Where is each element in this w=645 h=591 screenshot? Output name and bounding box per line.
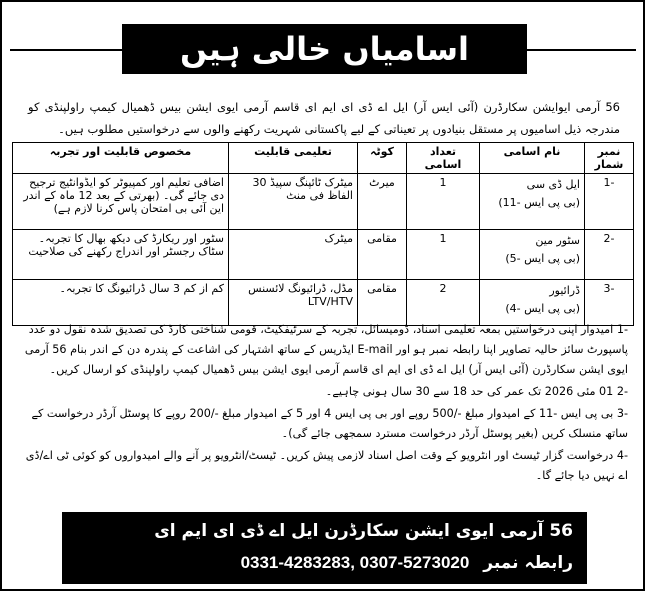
row-sr: -3 xyxy=(585,280,634,326)
footer-contact-band xyxy=(62,512,587,584)
header-sr: نمبر شمار xyxy=(585,143,634,174)
post-title: ڈرائیور xyxy=(549,284,580,297)
posts-table xyxy=(12,142,634,326)
footer-unit-name: 56 آرمی ایوی ایشن سکارڈرن ایل اے ڈی ای ایم ای xyxy=(154,521,573,541)
instruction-item: -1 امیدوار اپنی درخواستیں بمعہ تعلیمی اسناد، ڈومیسائل، تجربہ کے سرٹیفکیٹ، قومی شناختی کارڈ کی تصدیق شدہ نقول دو عدد پاسپورٹ سائز حالیہ تصاویر اپنا رابطہ نمبر ہو اور E-mail ایڈریس کے ساتھ اشتہار کی اشاعت کے پندرہ دن کے اندر بنام 56 آرمی ایوی ایشن سکارڈرن (آئی ایس آر) ایل اے ڈی ای ایم ای قاسم آرمی ایوی ایشن بیس ڈھمیال کیمپ راولپنڈی کو ارسال کریں۔ xyxy=(24,323,628,376)
post-title: ایل ڈی سی xyxy=(526,178,580,191)
row-education: میٹرک xyxy=(229,230,358,280)
table-row xyxy=(13,280,634,326)
post-scale: (بی پی ایس -5) xyxy=(505,252,580,265)
instruction-item: -4 درخواست گزار ٹیسٹ اور انٹرویو کے وقت اصل اسناد لازمی پیش کریں۔ ٹیسٹ/انٹرویو پر آنے والے امیدواروں کو کوئی ٹی اے/ڈی اے نہیں دیا جائے گا۔ xyxy=(25,449,628,482)
table-header-row xyxy=(13,143,634,174)
row-quota: میرٹ xyxy=(358,174,407,230)
row-education: مڈل، ڈرائیونگ لائسنس LTV/HTV xyxy=(229,280,358,326)
intro-paragraph: 56 آرمی ایوایشن سکارڈرن (آئی ایس آر) ایل اے ڈی ای ایم ای قاسم آرمی ایوی ایشن بیس ڈھمیال کیمپ راولپنڈی کو مندرجہ ذیل اسامیوں پر مستقل بنیادوں پر تعیناتی کے لیے پاکستانی شہریت رکھنے والوں سے درخواستیں مطلوب ہیں۔ xyxy=(28,100,620,136)
row-sr: -1 xyxy=(585,174,634,230)
row-experience: سٹور اور ریکارڈ کی دیکھ بھال کا تجربہ۔ سٹاک رجسٹر اور اندراج رکھنے کی صلاحیت xyxy=(13,230,229,280)
table-row xyxy=(13,174,634,230)
instruction-item: -3 بی پی ایس -11 کے امیدوار مبلغ -/500 روپے اور بی پی ایس 4 اور 5 کے امیدوار مبلغ -/200 روپے کا پوسٹل آرڈر درخواست کے ساتھ منسلک کریں (بغیر پوسٹل آرڈر درخواست مسترد سمجھی جائے گی)۔ xyxy=(31,407,628,440)
contact-label: رابطہ نمبر xyxy=(483,553,573,573)
row-education: میٹرک ٹائپنگ سپیڈ 30 الفاظ فی منٹ xyxy=(229,174,358,230)
row-quota: مقامی xyxy=(358,280,407,326)
row-count: 2 xyxy=(407,280,480,326)
row-experience: اضافی تعلیم اور کمپیوٹر کو ایڈوانٹیج ترجیح دی جائے گی۔ (بھرتی کے بعد 12 ماہ کے اندر این آئی بی امتحان پاس کرنا لازم ہے) xyxy=(13,174,229,230)
row-count: 1 xyxy=(407,230,480,280)
instructions-list xyxy=(18,320,628,488)
post-scale: (بی پی ایس -4) xyxy=(505,302,580,315)
instruction-item: -2 01 مئی 2026 تک عمر کی حد 18 سے 30 سال ہونی چاہیے۔ xyxy=(325,385,628,398)
row-quota: مقامی xyxy=(358,230,407,280)
header-post-name: نام اسامی xyxy=(480,143,585,174)
header-education: تعلیمی قابلیت xyxy=(229,143,358,174)
row-sr: -2 xyxy=(585,230,634,280)
footer-contact xyxy=(241,552,573,573)
post-scale: (بی پی ایس -11) xyxy=(498,196,580,209)
contact-phones: 0331-4283283, 0307-5273020 xyxy=(240,553,470,572)
row-post-name xyxy=(480,280,585,326)
post-title: سٹور مین xyxy=(535,234,580,247)
title-rule-right xyxy=(526,49,636,51)
row-count: 1 xyxy=(407,174,480,230)
page-title: اسامیاں خالی ہیں xyxy=(122,24,527,74)
row-experience: کم از کم 3 سال ڈرائیونگ کا تجربہ۔ xyxy=(13,280,229,326)
header-quota: کوٹہ xyxy=(358,143,407,174)
title-rule-left xyxy=(10,49,122,51)
row-post-name xyxy=(480,174,585,230)
row-post-name xyxy=(480,230,585,280)
table-row xyxy=(13,230,634,280)
header-experience: مخصوص قابلیت اور تجربہ xyxy=(13,143,229,174)
header-post-count: تعداد اسامی xyxy=(407,143,480,174)
